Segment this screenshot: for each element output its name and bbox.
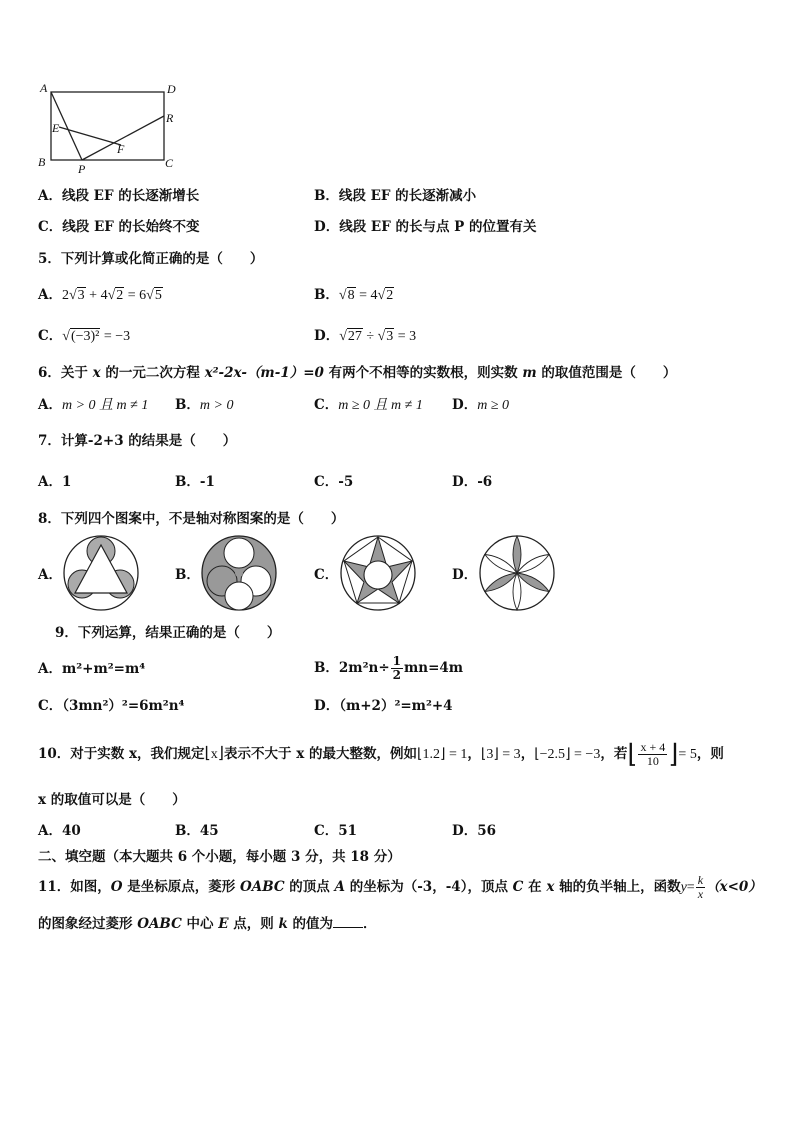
q9-option-d: D．（m+2）²=m²+4 <box>314 698 453 714</box>
label-A: A <box>40 81 48 95</box>
label-B: B <box>38 155 46 169</box>
q4-option-b: B．线段 EF 的长逐渐减小 <box>314 188 477 204</box>
q10-option-a: A．40 <box>38 823 81 839</box>
q6-option-d: D．m ≥ 0 <box>452 397 510 413</box>
q5-option-c: C．√(−3)² = −3 <box>38 328 131 344</box>
q5-label-c: C． <box>38 328 63 344</box>
q9-option-b: B．2m²n÷ $\frac{1}{2}$ mn=4m <box>314 654 464 682</box>
q7-option-b: B．-1 <box>175 474 215 490</box>
label-F: F <box>117 142 125 156</box>
q10-line2: x 的取值可以是（ ） <box>38 792 186 808</box>
label-E: E <box>52 121 60 135</box>
q10-stem: 10．对于实数 x，我们规定⌊x⌋表示不大于 x 的最大整数，例如⌊1.2⌋ = 1，⌊3⌋ = 3，⌊−2.5⌋ = −3，若⌊ $\frac{x + 4}{10}$ ⌋= 5，则 <box>38 739 724 769</box>
q4-option-d: D．线段 EF 的长与点 P 的位置有关 <box>314 219 537 235</box>
q8-label-a: A． <box>38 567 62 583</box>
q4-option-c: C．线段 EF 的长始终不变 <box>38 219 200 235</box>
pattern-c-icon <box>339 534 417 612</box>
q6-option-a: A．m > 0 且 m ≠ 1 <box>38 397 149 413</box>
q5-label-d: D． <box>314 328 340 344</box>
q5-option-d: D．√27 ÷ √3 = 3 <box>314 328 417 344</box>
section-title: 二、填空题（本大题共 6 个小题，每小题 3 分，共 18 分） <box>38 849 401 865</box>
q8-label-d: D． <box>452 567 478 583</box>
q7-stem: 7．计算-2+3 的结果是（ ） <box>38 433 237 449</box>
q5-option-b: B．√8 = 4√2 <box>314 287 394 303</box>
q9-option-a: A．m²+m²=m⁴ <box>38 661 146 677</box>
q11-line2: 的图象经过菱形 OABC 中心 E 点，则 k 的值为 ． <box>38 916 377 932</box>
q10-option-c: C．51 <box>314 823 358 839</box>
q7-option-c: C．-5 <box>314 474 354 490</box>
q11-line1: 11．如图，O 是坐标原点，菱形 OABC 的顶点 A 的坐标为（-3，-4），顶点 C 在 x 轴的负半轴上，函数y= $\frac{k}{x}$ （x<0） <box>38 873 762 901</box>
q7-option-a: A．1 <box>38 474 72 490</box>
q5-stem: 5．下列计算或化简正确的是（ ） <box>38 251 264 267</box>
label-P: P <box>78 162 86 175</box>
label-C: C <box>165 156 174 170</box>
label-R: R <box>166 111 174 125</box>
q10-option-d: D．56 <box>452 823 496 839</box>
q5-label-a: A． <box>38 287 62 303</box>
q9-option-c: C．（3mn²）²=6m²n⁴ <box>38 698 185 714</box>
answer-blank[interactable] <box>333 915 363 928</box>
label-D: D <box>167 82 176 96</box>
rectangle-figure <box>34 80 184 175</box>
q5-option-a: A．2√3 + 4√2 = 6√5 <box>38 287 162 303</box>
q5-label-b: B． <box>314 287 339 303</box>
q7-option-d: D．-6 <box>452 474 493 490</box>
q6-option-c: C．m ≥ 0 且 m ≠ 1 <box>314 397 423 413</box>
q4-option-a: A．线段 EF 的长逐渐增长 <box>38 188 200 204</box>
q9-stem: 9．下列运算，结果正确的是（ ） <box>55 625 281 641</box>
q6-option-b: B．m > 0 <box>175 397 234 413</box>
q8-stem: 8．下列四个图案中，不是轴对称图案的是（ ） <box>38 511 345 527</box>
pattern-b-icon <box>200 534 278 612</box>
pattern-a-icon <box>62 534 140 612</box>
pattern-d-icon <box>478 534 556 612</box>
q6-stem: 6．关于 x 的一元二次方程 x²-2x-（m-1）=0 有两个不相等的实数根，则实数 m 的取值范围是（ ） <box>38 365 677 381</box>
q8-label-b: B． <box>175 567 200 583</box>
q8-label-c: C． <box>314 567 339 583</box>
q10-option-b: B．45 <box>175 823 219 839</box>
